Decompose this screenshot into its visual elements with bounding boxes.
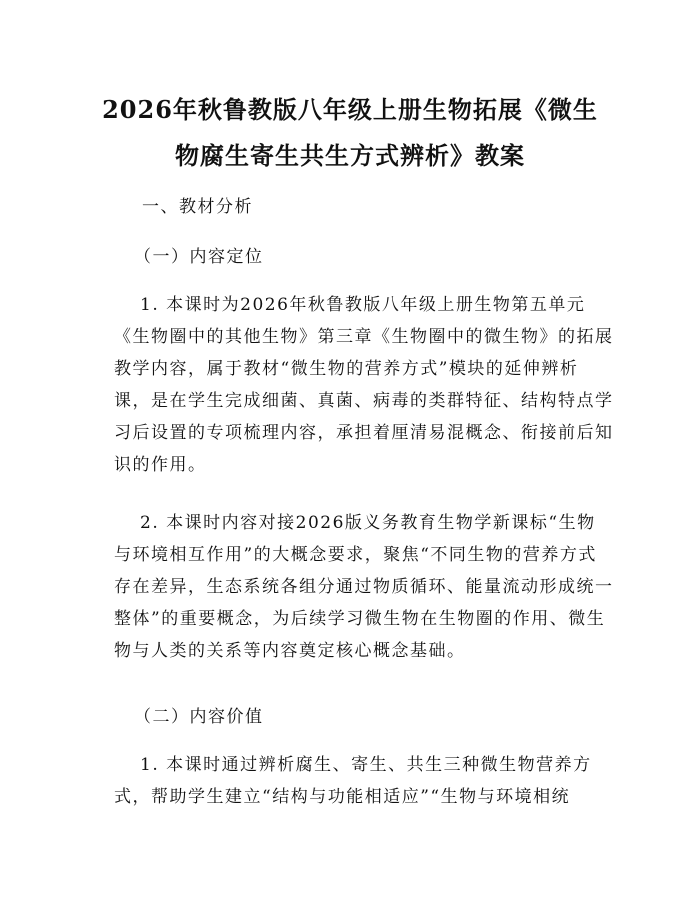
paragraph-line: 式，帮助学生建立“结构与功能相适应”“生物与环境相统 [114, 787, 571, 807]
subsection-heading-content-positioning: （一）内容定位 [134, 247, 264, 267]
document-title-line-1: 2026年秋鲁教版八年级上册生物拓展《微生 [102, 95, 598, 124]
paragraph-line: 2. 本课时内容对接2026版义务教育生物学新课标“生物 [140, 513, 596, 533]
paragraph-line: 1. 本课时为2026年秋鲁教版八年级上册生物第五单元 [140, 295, 586, 315]
paragraph-line: 《生物圈中的其他生物》第三章《生物圈中的微生物》的拓展 [114, 327, 614, 347]
paragraph-line: 存在差异，生态系统各组分通过物质循环、能量流动形成统一 [114, 577, 614, 597]
paragraph-line: 课，是在学生完成细菌、真菌、病毒的类群特征、结构特点学 [114, 391, 614, 411]
paragraph-line: 物与人类的关系等内容奠定核心概念基础。 [114, 641, 466, 661]
paragraph-line: 1. 本课时通过辨析腐生、寄生、共生三种微生物营养方 [140, 755, 592, 775]
paragraph-line: 整体”的重要概念，为后续学习微生物在生物圈的作用、微生 [114, 609, 606, 629]
section-heading-textbook-analysis: 一、教材分析 [142, 197, 253, 217]
paragraph-line: 习后设置的专项梳理内容，承担着厘清易混概念、衔接前后知 [114, 423, 614, 443]
paragraph-line: 识的作用。 [114, 455, 207, 475]
paragraph-line: 与环境相互作用”的大概念要求，聚焦“不同生物的营养方式 [114, 545, 597, 565]
paragraph-line: 教学内容，属于教材“微生物的营养方式”模块的延伸辨析 [114, 359, 579, 379]
document-title-line-2: 物腐生寄生共生方式辨析》教案 [175, 141, 525, 170]
subsection-heading-content-value: （二）内容价值 [134, 707, 264, 727]
